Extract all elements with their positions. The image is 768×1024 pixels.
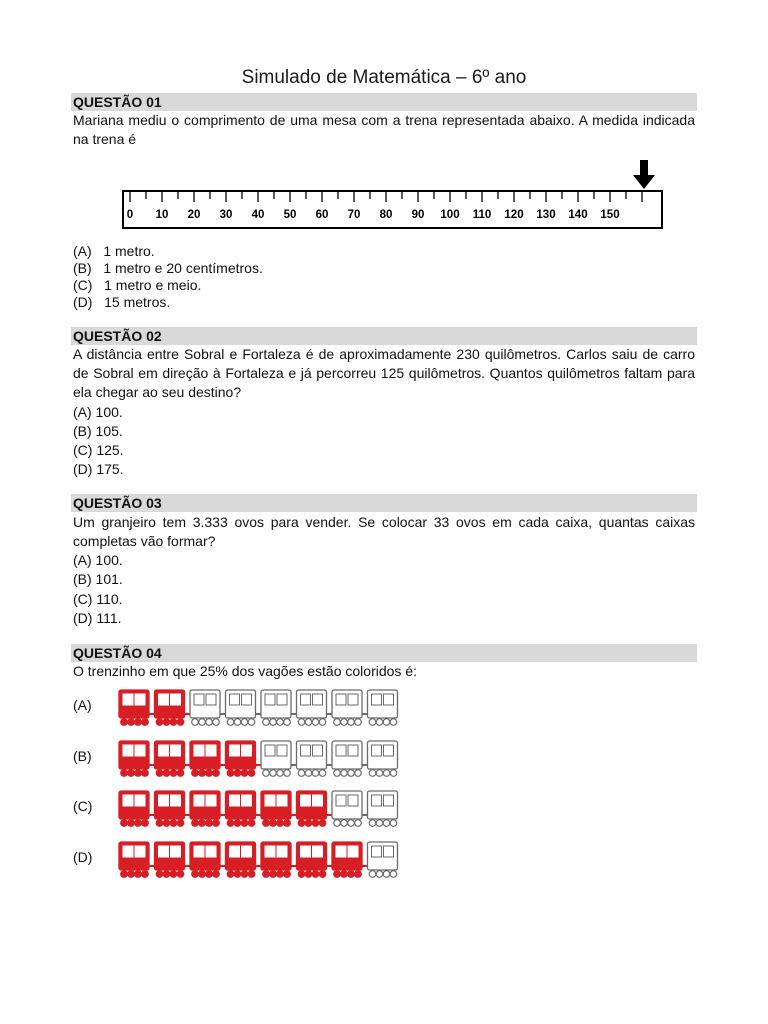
question-3-header: QUESTÃO 03	[71, 494, 697, 512]
ruler-label: 40	[251, 209, 265, 221]
question-2-option-c[interactable]: (C) 125.	[73, 442, 124, 458]
ruler-label: 80	[379, 209, 393, 221]
train-option-a	[116, 688, 402, 728]
question-2-option-d[interactable]: (D) 175.	[73, 461, 124, 477]
question-3-option-c[interactable]: (C) 110.	[73, 591, 123, 607]
colored-wagon	[119, 741, 149, 776]
question-1-option-c[interactable]: (C) 1 metro e meio.	[73, 277, 202, 293]
ruler-label: 90	[411, 209, 425, 221]
measuring-tape	[122, 160, 667, 232]
question-2-option-b[interactable]: (B) 105.	[73, 423, 123, 439]
question-3-option-d[interactable]: (D) 111.	[73, 610, 122, 626]
question-2-text: A distância entre Sobral e Fortaleza é de aproximadamente 230 quilômetros. Carlos saiu de carro de Sobral em direção à Fortaleza e já percorreu 125 quilômetros. Quantos quilômetros faltam para ela chegar ao seu destino?	[73, 346, 695, 400]
question-4-option-a[interactable]: (A)	[73, 697, 92, 713]
empty-wagon	[332, 791, 362, 826]
question-4-option-d[interactable]: (D)	[73, 849, 93, 865]
ruler-label: 100	[440, 209, 460, 221]
colored-wagon	[190, 741, 220, 776]
empty-wagon	[190, 690, 220, 725]
ruler-label: 30	[219, 209, 233, 221]
empty-wagon	[297, 741, 327, 776]
question-1-option-d[interactable]: (D) 15 metros.	[73, 294, 171, 310]
ruler-label: 130	[536, 209, 556, 221]
question-4-text: O trenzinho em que 25% dos vagões estão coloridos é:	[73, 663, 417, 679]
question-4-option-b[interactable]: (B)	[73, 748, 92, 764]
empty-wagon	[226, 690, 256, 725]
question-1-option-a[interactable]: (A) 1 metro.	[73, 243, 155, 259]
colored-wagon	[155, 741, 185, 776]
colored-wagon	[119, 690, 149, 725]
ruler-label: 150	[600, 209, 620, 221]
ruler-label: 70	[347, 209, 361, 221]
ruler-label: 60	[315, 209, 329, 221]
question-2-option-a[interactable]: (A) 100.	[73, 404, 123, 420]
page-title: Simulado de Matemática – 6º ano	[241, 67, 527, 88]
ruler-label: 0	[126, 209, 134, 221]
colored-wagon	[155, 690, 185, 725]
train-option-c	[116, 789, 402, 829]
ruler-label: 50	[283, 209, 297, 221]
ruler-label: 10	[155, 209, 169, 221]
empty-wagon	[368, 741, 398, 776]
question-1-option-b[interactable]: (B) 1 metro e 20 centímetros.	[73, 260, 263, 276]
empty-wagon	[297, 690, 327, 725]
colored-wagon	[155, 842, 185, 877]
question-1-header: QUESTÃO 01	[71, 93, 697, 111]
colored-wagon	[297, 842, 327, 877]
train-option-b	[116, 739, 402, 779]
empty-wagon	[368, 791, 398, 826]
question-2-header: QUESTÃO 02	[71, 327, 697, 345]
colored-wagon	[332, 842, 362, 877]
colored-wagon	[297, 791, 327, 826]
colored-wagon	[226, 791, 256, 826]
empty-wagon	[368, 690, 398, 725]
colored-wagon	[190, 842, 220, 877]
down-arrow-icon	[633, 160, 655, 189]
question-4-header: QUESTÃO 04	[71, 644, 697, 662]
colored-wagon	[261, 791, 291, 826]
question-3-option-b[interactable]: (B) 101.	[73, 571, 123, 587]
ruler-label: 140	[568, 209, 588, 221]
colored-wagon	[226, 842, 256, 877]
ruler-label: 120	[504, 209, 524, 221]
empty-wagon	[332, 690, 362, 725]
colored-wagon	[226, 741, 256, 776]
question-1-text: Mariana mediu o comprimento de uma mesa com a trena representada abaixo. A medida indicada na trena é	[73, 112, 695, 147]
colored-wagon	[261, 842, 291, 877]
colored-wagon	[190, 791, 220, 826]
empty-wagon	[261, 741, 291, 776]
empty-wagon	[332, 741, 362, 776]
colored-wagon	[119, 842, 149, 877]
colored-wagon	[155, 791, 185, 826]
colored-wagon	[119, 791, 149, 826]
empty-wagon	[368, 842, 398, 877]
empty-wagon	[261, 690, 291, 725]
question-4-option-c[interactable]: (C)	[73, 798, 93, 814]
train-option-d	[116, 840, 402, 880]
question-3-option-a[interactable]: (A) 100.	[73, 552, 123, 568]
ruler-label: 110	[472, 209, 492, 221]
ruler-label: 20	[187, 209, 201, 221]
question-3-text: Um granjeiro tem 3.333 ovos para vender. Se colocar 33 ovos em cada caixa, quantas caixas completas vão formar?	[73, 514, 695, 549]
